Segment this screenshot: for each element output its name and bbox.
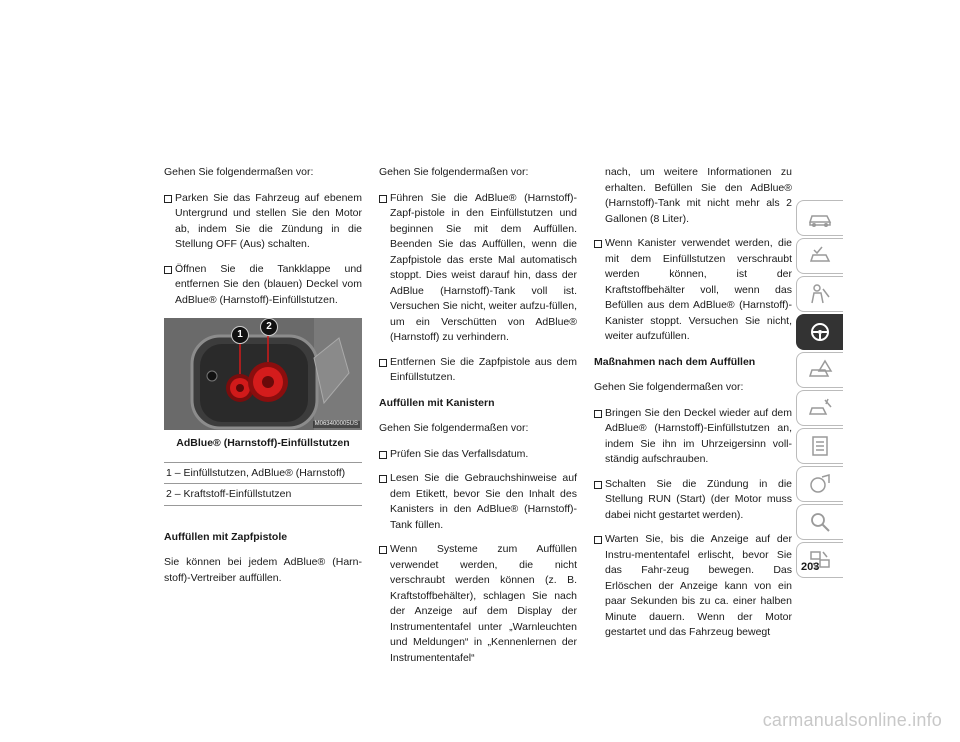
tab-specs[interactable] (796, 428, 843, 464)
callout-1: 1 (231, 326, 249, 344)
figure-caption: AdBlue® (Harnstoff)-Einfüllstutzen (176, 437, 350, 449)
continued-text: nach, um weitere Informationen zu erhalten. Befüllen Sie den AdBlue® (Harnstoff)-Tank mit nicht mehr als 2 Gallonen (8 Liter). (605, 166, 792, 225)
watermark: carmanualsonline.info (762, 710, 942, 730)
section-heading: Auffüllen mit Zapfpistole (164, 530, 288, 543)
car-tools-icon (807, 397, 833, 419)
bullet-list (594, 236, 792, 345)
legend-item: 2 – Kraftstoff-Einfüllstutzen (164, 483, 362, 505)
car-warning-icon (807, 359, 833, 381)
bullet-list (379, 191, 577, 386)
person-safety-icon (807, 283, 833, 305)
body-paragraph: Sie können bei jedem AdBlue® (Harn-stoff)-Vertreiber auffüllen. (164, 556, 362, 584)
tab-car-check[interactable] (796, 238, 843, 274)
bullet-item: Öffnen Sie die Tankklappe und entfernen Sie den (blauen) Deckel vom AdBlue® (Harnstoff)-Einfüllstutzen. (164, 262, 362, 309)
tab-emergency[interactable] (796, 352, 843, 388)
column-1 (164, 165, 362, 596)
tab-service[interactable] (796, 390, 843, 426)
page-number: 203 (801, 561, 820, 573)
tab-multimedia[interactable] (796, 466, 843, 502)
bullet-item: Schalten Sie die Zündung in die Stellung RUN (Start) (der Motor muss dabei nicht gestartet werden). (594, 477, 792, 524)
bullet-item: Wenn Systeme zum Auffüllen verwendet werden, die nicht verschraubt werden können (z. B. Kraftstoffbehälter), schlagen Sie nach der Anzeige auf dem Display der Instrumententafel unter „Warnleuchten und Meldungen“ in „Kennenlernen der Instrumententafel“ (379, 542, 577, 666)
bullet-item: Führen Sie die AdBlue® (Harnstoff)-Zapf-pistole in den Einfüllstutzen und beginnen Sie mit dem Auffüllen. Beenden Sie das Auffüllen, wenn die Zapfpistole das erste Mal automatisch stoppt. Dies weist darauf hin, dass der AdBlue (Harnstoff)-Tank voll ist. Versuchen Sie nicht, weiter aufzu-füllen, um ein Verschütten von AdBlue® (Harnstoff) zu verhindern. (379, 191, 577, 346)
media-icon (807, 473, 833, 495)
car-check-icon (807, 245, 833, 267)
bullet-item: Parken Sie das Fahrzeug auf ebenem Untergrund und stellen Sie den Motor ab, indem Sie die Zündung in die Stellung OFF (Aus) schalten. (164, 191, 362, 253)
bullet-item: Warten Sie, bis die Anzeige auf der Instru-mententafel erlischt, bevor Sie das Fahr-zeug bewegen. Das Erlöschen der Anzeige kann von ein paar Sekunden bis zu ca. einer halben Minute dauern. Wenn der Motor gestartet und das Fahrzeug bewegt (594, 532, 792, 641)
intro-text: Gehen Sie folgendermaßen vor: (379, 166, 529, 178)
figure-legend (164, 462, 362, 506)
steering-wheel-icon (807, 321, 833, 343)
bullet-item: Entfernen Sie die Zapfpistole aus dem Einfüllstutzen. (379, 355, 577, 386)
intro-text: Gehen Sie folgendermaßen vor: (379, 422, 529, 434)
column-3 (594, 165, 792, 651)
adblue-filler-figure (164, 318, 362, 430)
bullet-item: Prüfen Sie das Verfallsdatum. (379, 447, 577, 463)
bullet-item: Lesen Sie die Gebrauchshinweise auf dem Etikett, bevor Sie den Inhalt des Kanisters in den AdBlue® (Harnstoff)-Tank füllen. (379, 471, 577, 533)
intro-text: Gehen Sie folgendermaßen vor: (164, 166, 314, 178)
legend-item: 1 – Einfüllstutzen, AdBlue® (Harnstoff) (166, 466, 346, 479)
tab-car-info[interactable] (796, 200, 843, 236)
column-2 (379, 165, 577, 676)
tab-safety[interactable] (796, 276, 843, 312)
tab-driving[interactable] (796, 314, 843, 350)
bullet-item: Wenn Kanister verwendet werden, die mit dem Einfüllstutzen verschraubt werden können, ist der Kraftstoffbehälter voll, wenn das Befüllen aus dem AdBlue® (Harnstoff)-Kanister stoppt. Versuchen Sie nicht, weiter aufzufüllen. (594, 236, 792, 345)
magnifier-icon (807, 511, 833, 533)
bullet-list (379, 447, 577, 667)
figure-ref-code: M063400005US (314, 421, 358, 427)
car-info-icon (807, 207, 833, 229)
bullet-list (594, 406, 792, 641)
intro-text: Gehen Sie folgendermaßen vor: (594, 381, 744, 393)
fuel-door-illustration (164, 318, 362, 430)
callout-2: 2 (260, 318, 278, 336)
bullet-list (164, 191, 362, 309)
chapter-tabs (796, 200, 843, 580)
bullet-item: Bringen Sie den Deckel wieder auf dem AdBlue® (Harnstoff)-Einfüllstutzen an, indem Sie ihn im Uhrzeigersinn voll-ständig aufschrauben. (594, 406, 792, 468)
section-heading: Auffüllen mit Kanistern (379, 396, 495, 409)
section-heading: Maßnahmen nach dem Auffüllen (594, 355, 756, 368)
checklist-icon (807, 435, 833, 457)
tab-search[interactable] (796, 504, 843, 540)
